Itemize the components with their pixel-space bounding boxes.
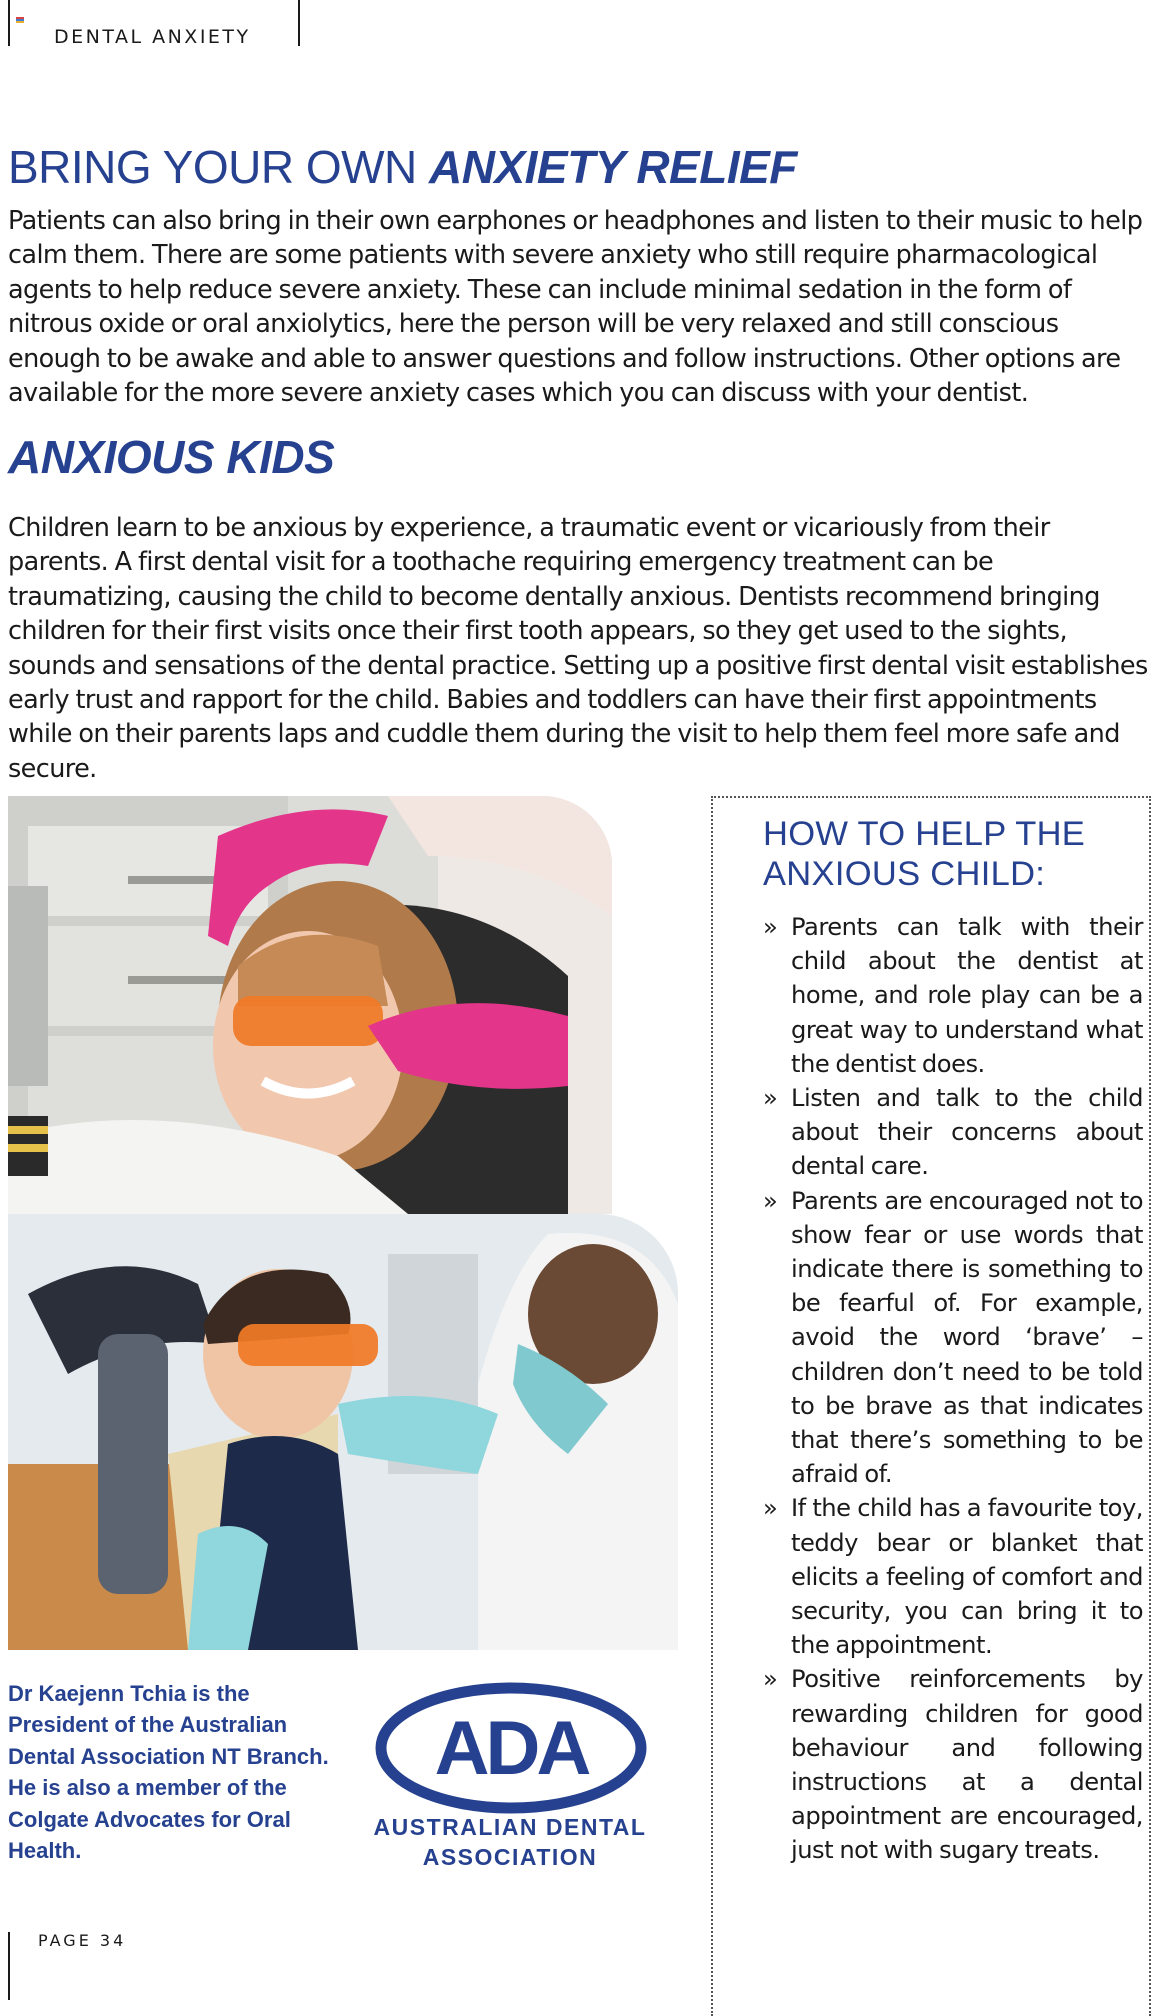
ada-logo [372,1678,650,1818]
footer-rule [8,1932,10,2000]
ada-logo-mark [372,1678,650,1818]
bullet-icon: » [763,1494,778,1523]
sidebar-title-line1: HOW TO HELP THE [763,815,1086,853]
anxious-kids-paragraph: Children learn to be anxious by experience, a traumatic event or vicariously from their parents. A first dental visit for a toothache requiring emergency treatment can be traumatizing, causing the child to become dentally anxious. Dentists recommend bringing children for their first visits once their first tooth appears, so they get used to the sights, sounds and sensations of the dental practice. Setting up a positive first dental visit establishes early trust and rapport for the child. Babies and toddlers can have their first appointments while on their parents laps and cuddle them during the visit to help them feel more safe and secure. [8,513,1148,784]
ada-logo-letters: ADA [434,1706,588,1791]
photo-boy-with-dentist [8,1214,678,1650]
tips-sidebar [711,796,1151,2016]
tip-text: Parents can talk with their child about the dentist at home, and role play can be a great way to understand what the dentist does. [791,913,1143,1078]
author-bio: Dr Kaejenn Tchia is the President of the Australian Dental Association NT Branch. He is also a member of the Colgate Advocates for Oral Health. [8,1681,329,1864]
sidebar-title [763,814,1085,894]
tip-item [763,1081,1143,1184]
ada-logo-line2: ASSOCIATION [422,1844,598,1870]
bullet-icon: » [763,1084,778,1113]
photo-boy-illustration [8,1214,678,1650]
header-rule-left [8,0,10,46]
bullet-icon: » [763,1665,778,1694]
heading-plain: BRING YOUR OWN [8,141,430,193]
page-number: PAGE 34 [38,1931,127,1950]
photo-girl-illustration [8,796,612,1214]
tips-list [763,910,1143,1868]
section-label: DENTAL ANXIETY [54,26,251,48]
heading-anxious-kids: ANXIOUS KIDS [8,431,335,483]
anxiety-relief-paragraph: Patients can also bring in their own earphones or headphones and listen to their music to help calm them. There are some patients with severe anxiety who still require pharmacological agents to help reduce severe anxiety. These can include minimal sedation in the form of nitrous oxide or oral anxiolytics, here the person will be very relaxed and still conscious enough to be awake and able to answer questions and follow instructions. Other options are available for the more severe anxiety cases which you can discuss with your dentist. [8,206,1143,409]
header-rule-right [298,0,300,46]
heading-anxiety-relief [8,140,797,194]
tip-item [763,1662,1143,1867]
tip-item [763,1184,1143,1492]
photo-girl-dental-chair [8,796,612,1214]
ada-logo-text [360,1812,660,1872]
tip-text: Parents are encouraged not to show fear or use words that indicate there is something to be fearful of. For example, avoid the word ‘brave’ – children don’t need to be told to be brave as that indicates that there’s something to be afraid of. [791,1186,1143,1489]
tip-text: If the child has a favourite toy, teddy bear or blanket that elicits a feeling of comfort and security, you can bring it to the appointment. [791,1494,1143,1660]
bullet-icon: » [763,913,778,941]
bullet-icon: » [763,1186,778,1215]
ada-logo-line1: AUSTRALIAN DENTAL [373,1814,647,1840]
sidebar-title-line2: ANXIOUS CHILD: [763,855,1046,893]
tip-item [763,1491,1143,1662]
section-color-mark [16,17,24,23]
tip-text: Positive reinforcements by rewarding children for good behaviour and following instructions at a dental appointment are encouraged, just not with sugary treats. [791,1665,1143,1865]
tip-item [763,910,1143,1081]
tip-text: Listen and talk to the child about their concerns about dental care. [791,1084,1143,1181]
heading-emphasis: ANXIETY RELIEF [429,141,797,193]
